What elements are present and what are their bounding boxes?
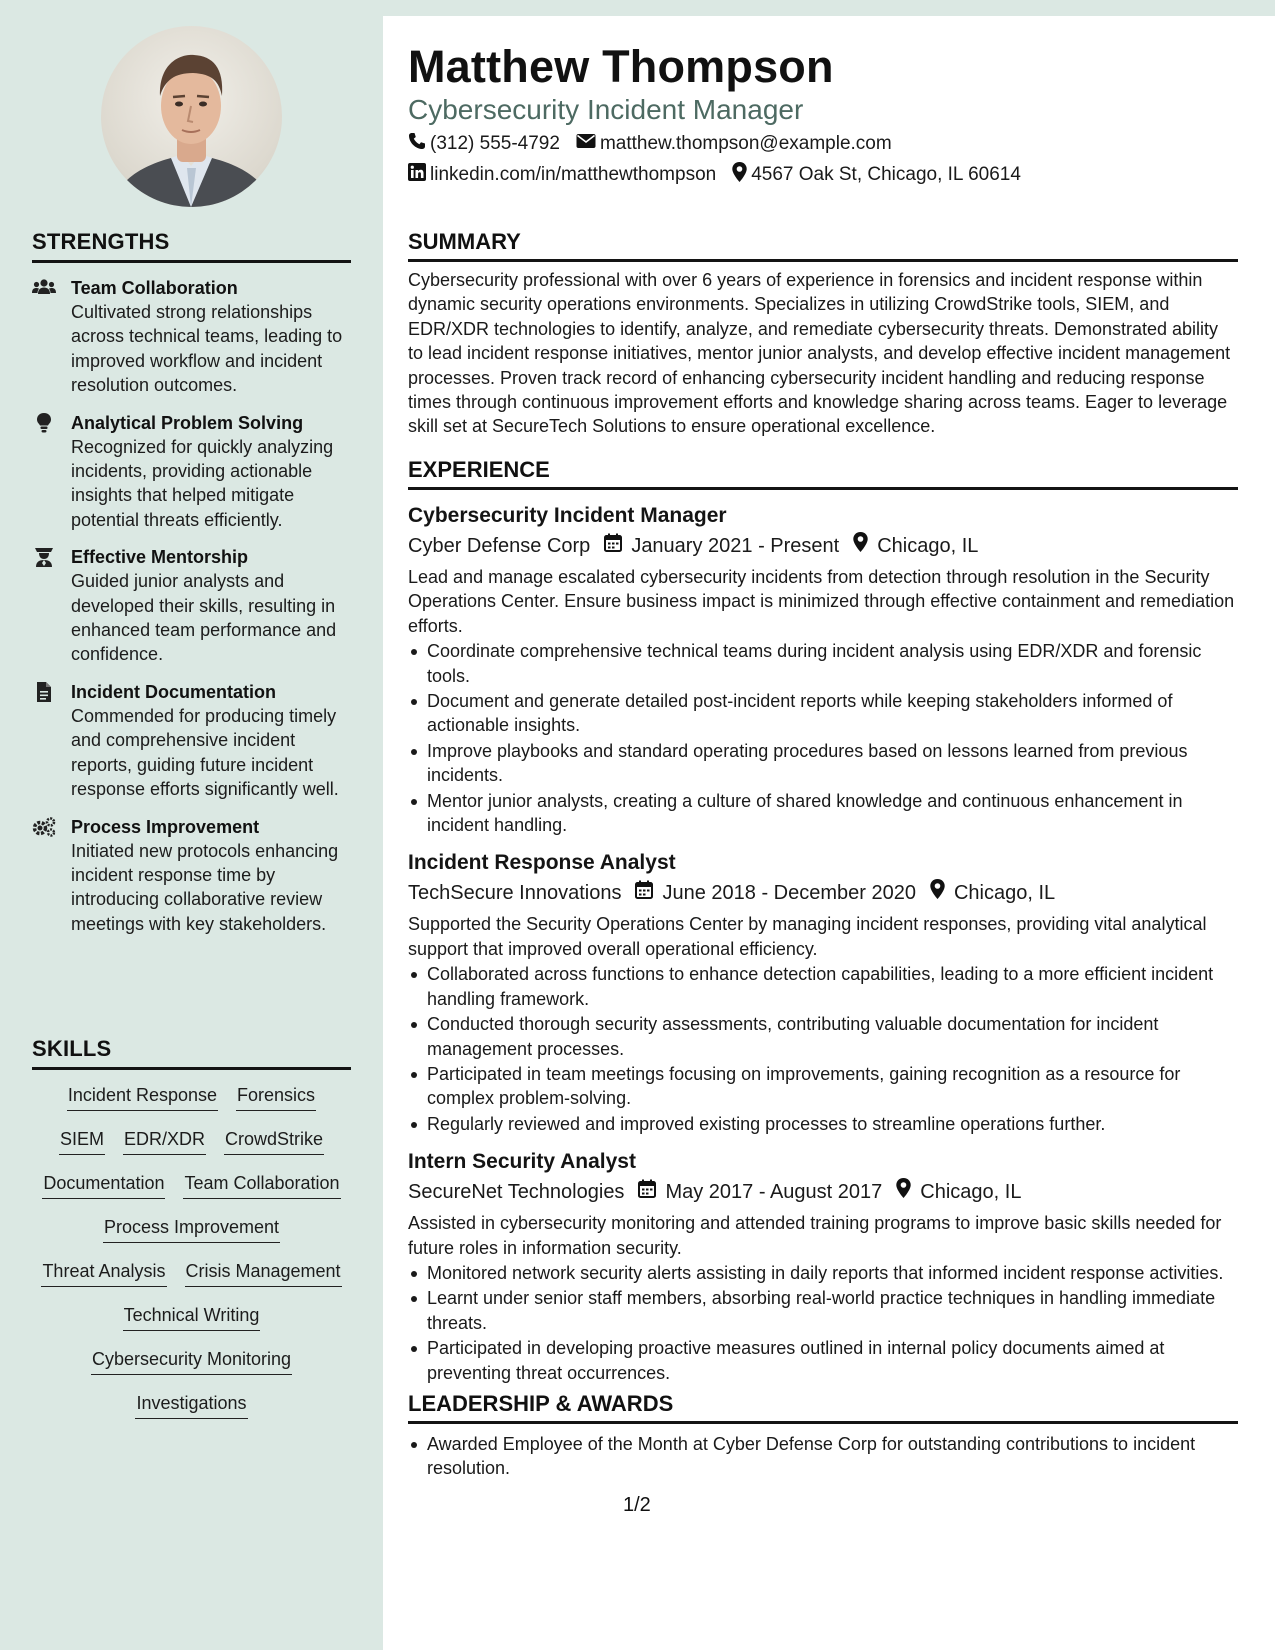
lightbulb-icon bbox=[32, 413, 56, 433]
job-summary: Lead and manage escalated cybersecurity incidents from detection through resolution in the Security Operations Center. Ensure business impact is minimized through effective containment and remediation efforts. bbox=[408, 567, 1235, 636]
bullet-item: Mentor junior analysts, creating a culture of shared knowledge and continuous enhancement in incident handling. bbox=[408, 789, 1238, 838]
strength-title: Process Improvement bbox=[71, 816, 260, 837]
skill-tag: Technical Writing bbox=[123, 1302, 261, 1331]
skill-tag: Cybersecurity Monitoring bbox=[91, 1346, 292, 1375]
main-content bbox=[383, 16, 1275, 1650]
skill-tag: Team Collaboration bbox=[183, 1170, 340, 1199]
calendar-icon bbox=[638, 1177, 665, 1207]
strength-description: Initiated new protocols enhancing incident response time by introducing collaborative review meetings with key stakeholders. bbox=[71, 840, 339, 934]
strength-item bbox=[32, 680, 351, 802]
graduate-icon bbox=[32, 547, 56, 567]
summary-text: Cybersecurity professional with over 6 years of experience in forensics and incident response within dynamic security operations environments. Specializes in utilizing CrowdStrike tools, SIEM, and EDR/XDR technologies to identify, analyze, and remediate cybersecurity threats. Demonstrated ability to lead incident response initiatives, mentor junior analysts, and develop effective incident management processes. Proven track record of enhancing cybersecurity incident handling and reducing response times through continuous improvement efforts and knowledge sharing across teams. Eager to leverage skill set at SecureTech Solutions to ensure operational excellence. bbox=[408, 270, 1231, 437]
phone-icon bbox=[408, 132, 430, 156]
bullet-item: Monitored network security alerts assisting in daily reports that informed incident response activities. bbox=[408, 1261, 1238, 1285]
job-bullets bbox=[408, 639, 1238, 837]
job-title: Intern Security Analyst bbox=[408, 1150, 636, 1174]
profile-photo bbox=[101, 26, 282, 207]
job-title: Cybersecurity Incident Manager bbox=[408, 504, 727, 527]
strength-title: Team Collaboration bbox=[71, 278, 238, 298]
strength-item bbox=[32, 815, 351, 937]
job-entry bbox=[408, 502, 1238, 837]
job-dates bbox=[638, 1177, 882, 1207]
document-icon bbox=[32, 682, 56, 702]
strength-description: Cultivated strong relationships across technical teams, leading to improved workflow and incident resolution outcomes. bbox=[71, 302, 343, 396]
job-dates-text: January 2021 - Present bbox=[631, 535, 840, 557]
awards-heading: LEADERSHIP & AWARDS bbox=[408, 1391, 1238, 1424]
bullet-item: Conducted thorough security assessments, contributing valuable documentation for incident management processes. bbox=[408, 1012, 1238, 1061]
awards-section bbox=[408, 1391, 1238, 1482]
job-bullets bbox=[408, 962, 1238, 1136]
page-number: 1/2 bbox=[623, 1494, 651, 1516]
job-dates-text: June 2018 - December 2020 bbox=[662, 882, 916, 905]
job-location-text: Chicago, IL bbox=[953, 882, 1056, 905]
job-meta bbox=[408, 878, 1238, 908]
job-entry bbox=[408, 1148, 1238, 1385]
email-contact[interactable] bbox=[576, 133, 892, 155]
strength-item bbox=[32, 545, 351, 667]
awards-list bbox=[408, 1432, 1238, 1481]
address-contact bbox=[732, 162, 1021, 188]
job-meta bbox=[408, 1177, 1238, 1207]
skill-tag: EDR/XDR bbox=[123, 1126, 206, 1155]
skill-tag: SIEM bbox=[59, 1126, 105, 1155]
job-summary: Assisted in cybersecurity monitoring and attended training programs to improve basic skills needed for future roles in information security. bbox=[408, 1213, 1222, 1258]
strength-item bbox=[32, 276, 351, 398]
mail-icon bbox=[576, 133, 600, 155]
summary-section bbox=[408, 229, 1238, 439]
experience-section bbox=[408, 457, 1238, 1386]
company-name: Cyber Defense Corp bbox=[408, 535, 591, 557]
summary-heading: SUMMARY bbox=[408, 229, 1238, 262]
skills-heading: SKILLS bbox=[32, 1036, 351, 1070]
job-location-text: Chicago, IL bbox=[920, 1181, 1022, 1204]
strength-title: Analytical Problem Solving bbox=[71, 412, 304, 433]
job-dates bbox=[635, 878, 916, 908]
bullet-item: Coordinate comprehensive technical teams during incident analysis using EDR/XDR and forensic tools. bbox=[408, 639, 1238, 688]
skill-tag: Process Improvement bbox=[103, 1214, 280, 1243]
map-pin-icon bbox=[896, 1177, 920, 1207]
job-location bbox=[853, 531, 978, 561]
address-text: 4567 Oak St, Chicago, IL 60614 bbox=[751, 164, 1021, 185]
skill-tag: Threat Analysis bbox=[41, 1258, 166, 1287]
job-title: Incident Response Analyst bbox=[408, 851, 676, 875]
phone-text: (312) 555-4792 bbox=[430, 133, 560, 154]
skill-tag: Forensics bbox=[236, 1082, 316, 1111]
skill-tag: Investigations bbox=[135, 1390, 247, 1419]
bullet-item: Learnt under senior staff members, absorbing real-world practice techniques in handling immediate threats. bbox=[408, 1286, 1238, 1335]
map-pin-icon bbox=[732, 162, 751, 188]
job-dates bbox=[604, 531, 839, 561]
job-meta bbox=[408, 531, 1238, 561]
phone-contact[interactable] bbox=[408, 132, 560, 156]
candidate-role: Cybersecurity Incident Manager bbox=[408, 94, 804, 125]
award-item: Awarded Employee of the Month at Cyber Defense Corp for outstanding contributions to incident resolution. bbox=[408, 1432, 1238, 1481]
contact-row bbox=[408, 162, 1037, 188]
bullet-item: Regularly reviewed and improved existing processes to streamline operations further. bbox=[408, 1112, 1238, 1136]
strength-title: Incident Documentation bbox=[71, 681, 277, 702]
strength-item bbox=[32, 411, 351, 533]
job-entry bbox=[408, 849, 1238, 1136]
company-name: TechSecure Innovations bbox=[408, 882, 622, 905]
skill-tag: Documentation bbox=[42, 1170, 165, 1199]
map-pin-icon bbox=[930, 878, 954, 908]
gears-icon bbox=[32, 817, 56, 837]
contact-row bbox=[408, 132, 908, 156]
job-bullets bbox=[408, 1261, 1238, 1385]
calendar-icon bbox=[604, 531, 631, 561]
candidate-name: Matthew Thompson bbox=[408, 41, 834, 92]
experience-heading: EXPERIENCE bbox=[408, 457, 1238, 490]
job-location bbox=[930, 878, 1055, 908]
company-name: SecureNet Technologies bbox=[408, 1181, 625, 1204]
skill-tag: CrowdStrike bbox=[224, 1126, 324, 1155]
strengths-section bbox=[32, 229, 351, 936]
job-location bbox=[896, 1177, 1021, 1207]
bullet-item: Document and generate detailed post-incident reports while keeping stakeholders informed of actionable insights. bbox=[408, 689, 1238, 738]
job-summary: Supported the Security Operations Center by managing incident responses, providing vital analytical support that improved overall operational efficiency. bbox=[408, 914, 1207, 959]
strength-description: Recognized for quickly analyzing incidents, providing actionable insights that helped mitigate potential threats efficiently. bbox=[71, 436, 334, 530]
linkedin-icon bbox=[408, 163, 430, 187]
bullet-item: Collaborated across functions to enhance detection capabilities, leading to a more efficient incident handling framework. bbox=[408, 962, 1238, 1011]
job-location-text: Chicago, IL bbox=[877, 535, 979, 557]
bullet-item: Participated in team meetings focusing on improvements, gaining recognition as a resource for complex problem-solving. bbox=[408, 1062, 1238, 1111]
strength-title: Effective Mentorship bbox=[71, 547, 249, 568]
linkedin-text: linkedin.com/in/matthewthompson bbox=[430, 164, 717, 185]
skills-list bbox=[32, 1082, 351, 1419]
sidebar bbox=[0, 0, 383, 1650]
users-icon bbox=[32, 278, 56, 298]
strengths-heading: STRENGTHS bbox=[32, 229, 351, 263]
job-dates-text: May 2017 - August 2017 bbox=[665, 1181, 883, 1204]
skill-tag: Incident Response bbox=[67, 1082, 218, 1111]
calendar-icon bbox=[635, 878, 662, 908]
email-text: matthew.thompson@example.com bbox=[599, 133, 892, 154]
skills-section bbox=[32, 1036, 351, 1419]
bullet-item: Participated in developing proactive measures outlined in internal policy documents aimed at preventing threat occurrences. bbox=[408, 1336, 1238, 1385]
bullet-item: Improve playbooks and standard operating procedures based on lessons learned from previous incidents. bbox=[408, 739, 1238, 788]
strength-description: Guided junior analysts and developed their skills, resulting in enhanced team performance and confidence. bbox=[71, 571, 337, 665]
map-pin-icon bbox=[853, 531, 877, 561]
linkedin-contact[interactable] bbox=[408, 163, 716, 187]
strength-description: Commended for producing timely and comprehensive incident reports, guiding future incident response efforts significantly well. bbox=[71, 705, 339, 800]
skill-tag: Crisis Management bbox=[185, 1258, 342, 1287]
